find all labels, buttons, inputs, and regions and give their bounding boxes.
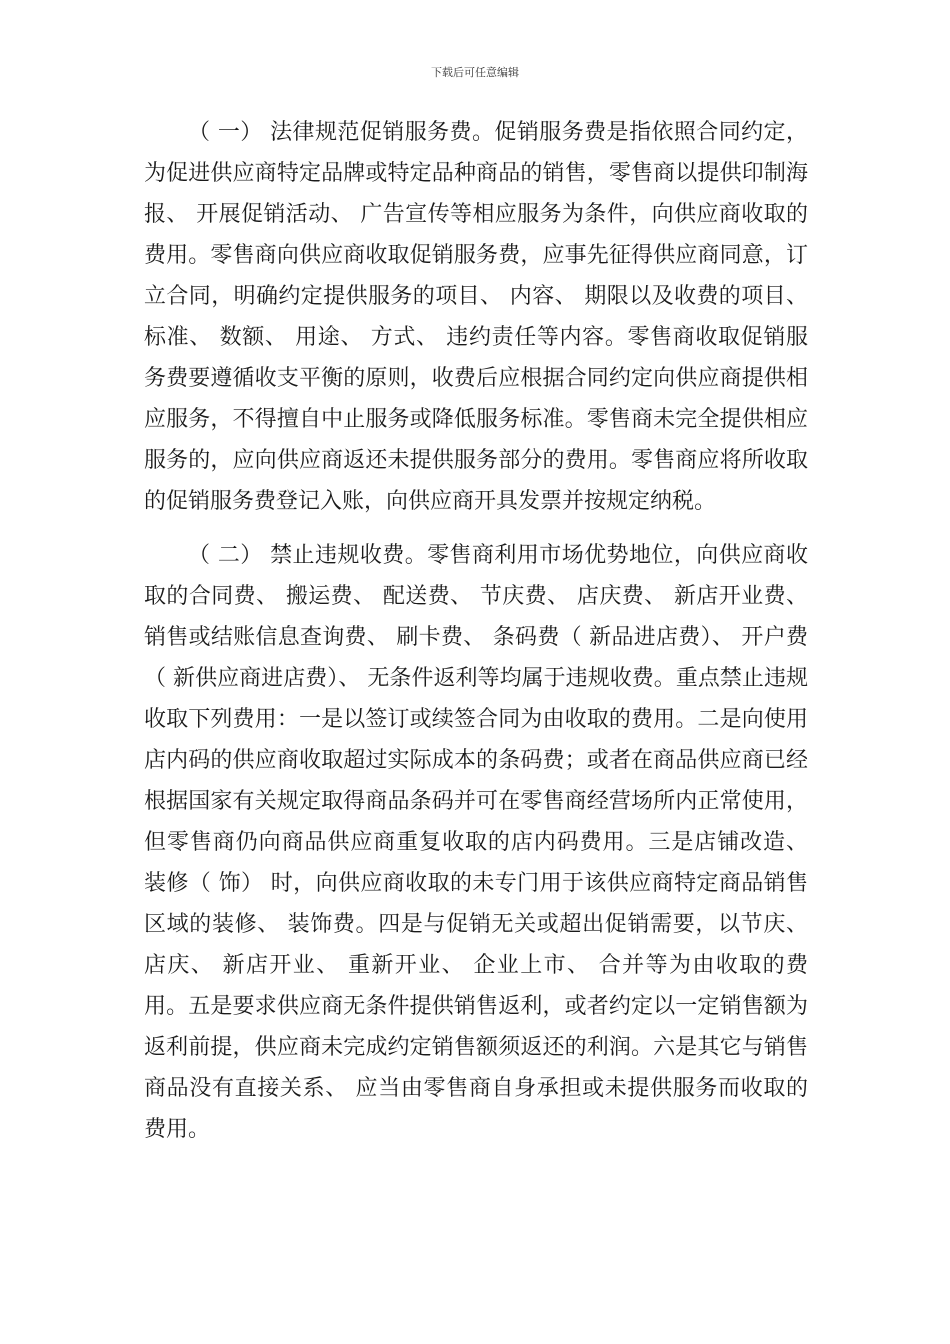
paragraph-promotion-fee: （ 一） 法律规范促销服务费。促销服务费是指依照合同约定，为促进供应商特定品牌或特定品种商品的销售，零售商以提供印制海报、 开展促销活动、 广告宣传等相应服务为条件，向供应商收取的费用。零售商向供应商收取促销服务费，应事先征得供应商同意，订立合同，明确约定提供服务的项目、 内容、 期限以及收费的项目、 标准、 数额、 用途、 方式、 违约责任等内容。零售商收取促销服务费要遵循收支平衡的原则，收费后应根据合同约定向供应商提供相应服务，不得擅自中止服务或降低服务标准。零售商未完全提供相应服务的，应向供应商返还未提供服务部分的费用。零售商应将所收取的促销服务费登记入账，向供应商开具发票并按规定纳税。	[144, 120, 808, 514]
paragraph-prohibited-fees: （ 二） 禁止违规收费。零售商利用市场优势地位，向供应商收取的合同费、 搬运费、 配送费、 节庆费、 店庆费、 新店开业费、 销售或结账信息查询费、 刷卡费、 条码费（ 新品进店费）、 开户费（ 新供应商进店费）、 无条件返利等均属于违规收费。重点禁止违规收取下列费用：一是以签订或续签合同为由收取的费用。二是向使用店内码的供应商收取超过实际成本的条码费；或者在商品供应商已经根据国家有关规定取得商品条码并可在零售商经营场所内正常使用，但零售商仍向商品供应商重复收取的店内码费用。三是店铺改造、 装修（ 饰） 时，向供应商收取的未专门用于该供应商特定商品销售区域的装修、 装饰费。四是与促销无关或超出促销需要，以节庆、 店庆、 新店开业、 重新开业、 企业上市、 合并等为由收取的费用。五是要求供应商无条件提供销售返利，或者约定以一定销售额为返利前提，供应商未完成约定销售额须返还的利润。六是其它与销售商品没有直接关系、 应当由零售商自身承担或未提供服务而收取的费用。	[144, 543, 808, 1142]
page-header: 下载后可任意编辑	[431, 66, 519, 79]
document-body	[144, 112, 808, 1150]
